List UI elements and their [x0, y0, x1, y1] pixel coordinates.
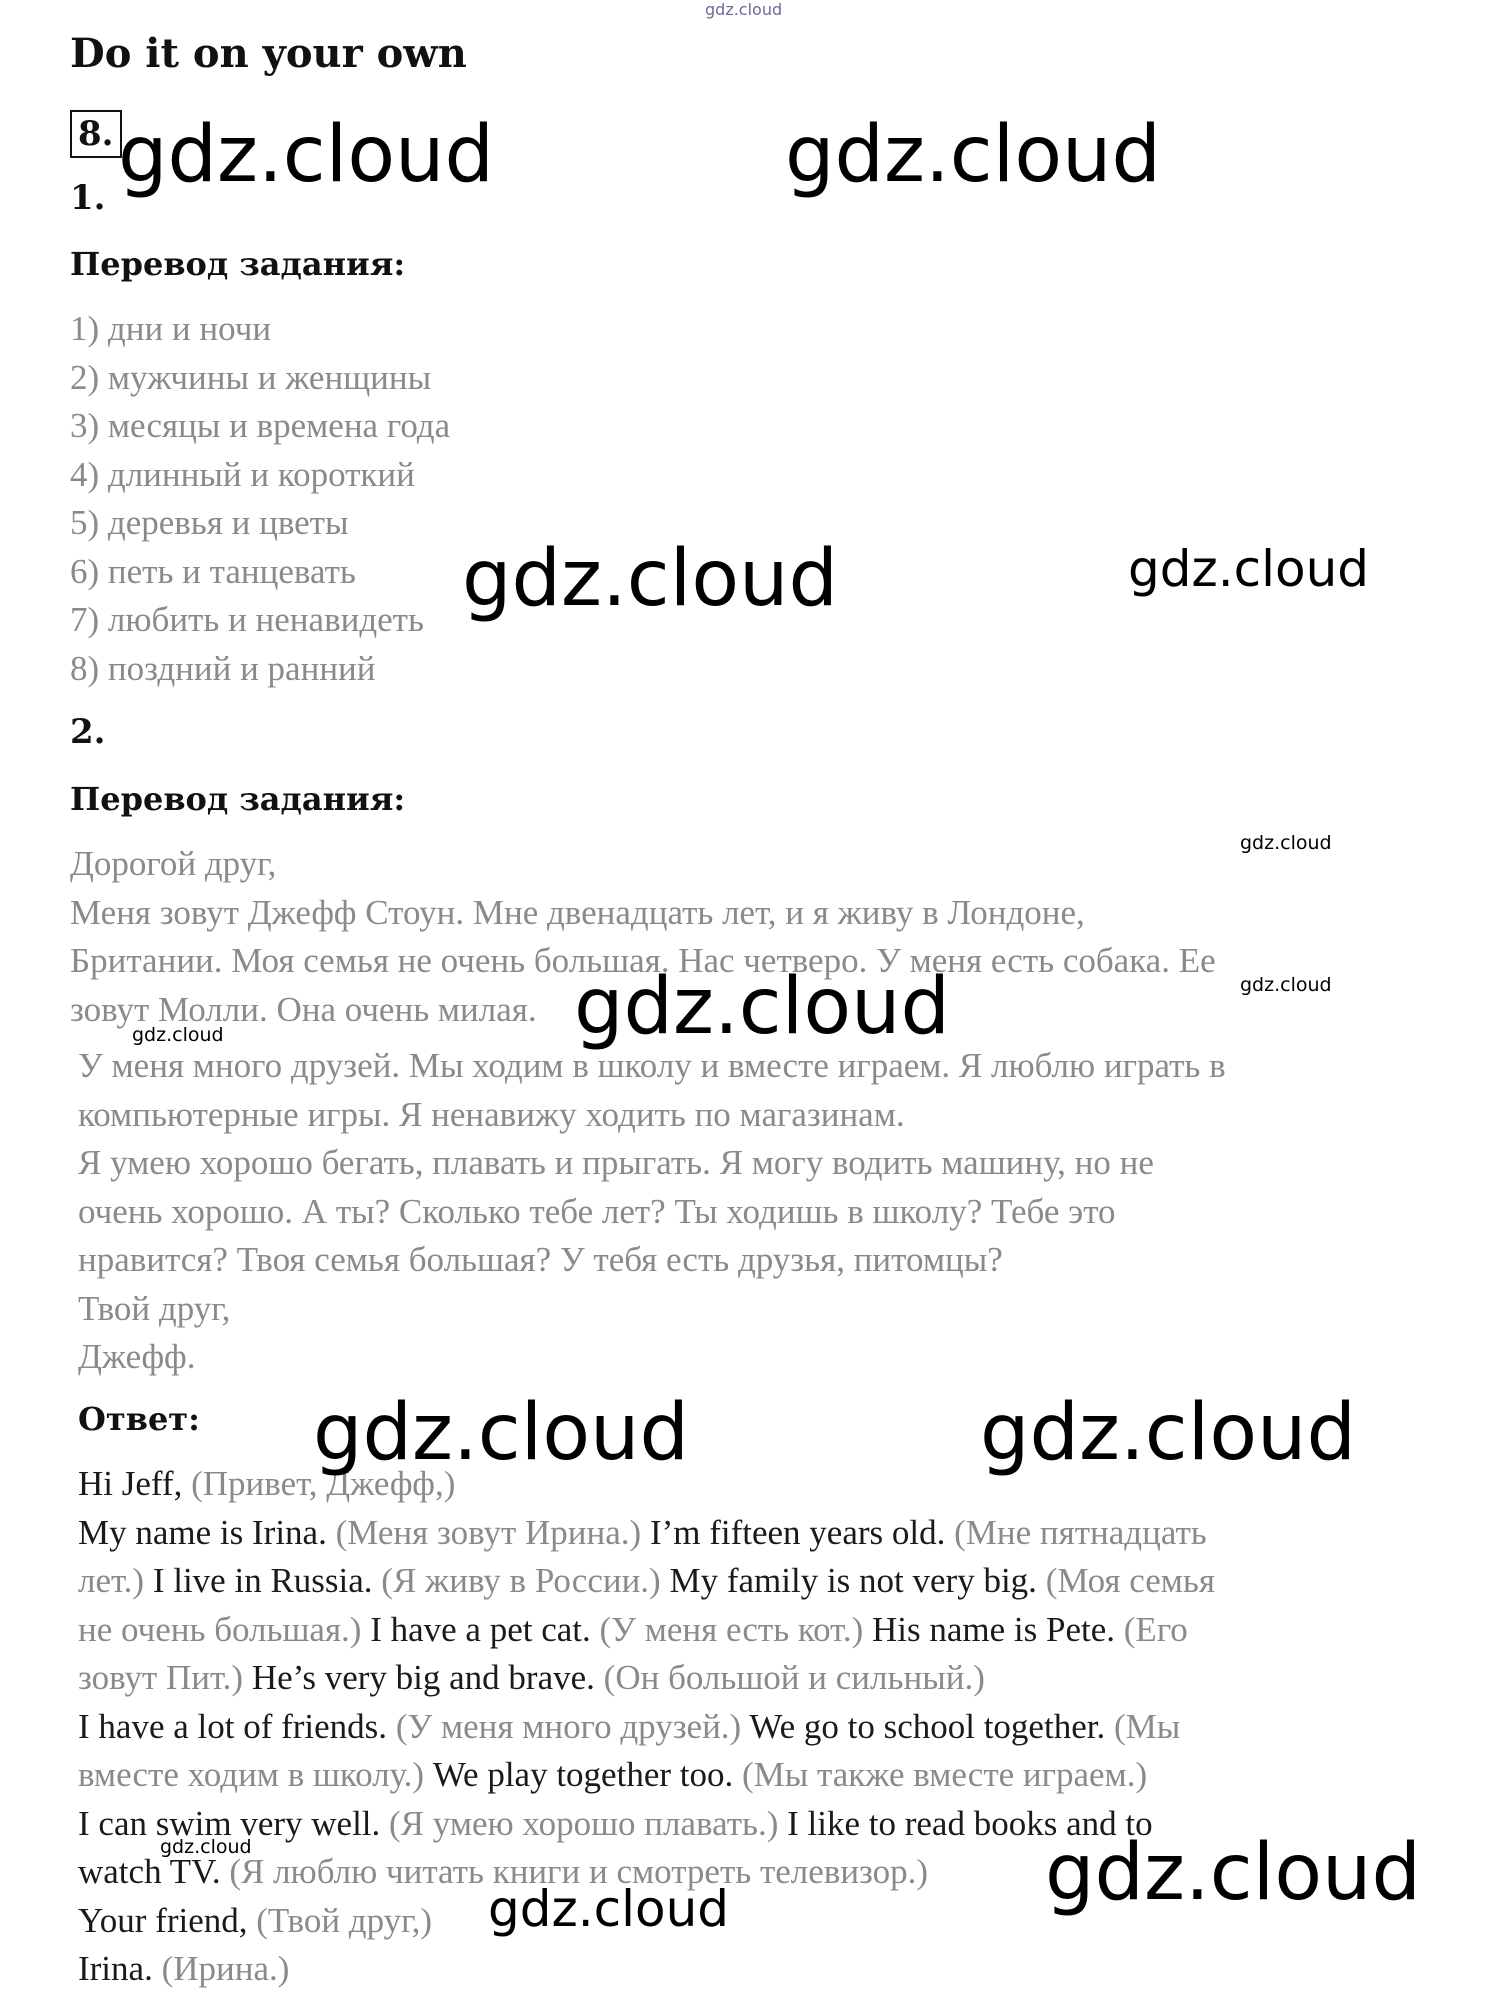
letter-line: Меня зовут Джефф Стоун. Мне двенадцать лет, и я живу в Лондоне,	[70, 892, 1085, 932]
answer-label: Ответ:	[78, 1400, 200, 1438]
list-item: 1) дни и ночи	[70, 309, 272, 348]
watermark: gdz.cloud	[488, 1880, 730, 1938]
answer-russian: (Привет, Джефф,)	[182, 1464, 456, 1503]
answer-russian: вместе ходим в школу.)	[78, 1755, 425, 1794]
answer-russian: (Я живу в России.)	[372, 1561, 661, 1600]
answer-line	[78, 1654, 1398, 1703]
answer-english: He’s very big and brave.	[243, 1658, 595, 1697]
part2-label: Перевод задания:	[70, 780, 406, 818]
letter-line: Твой друг,	[78, 1288, 231, 1328]
part1-number: 1.	[70, 178, 106, 218]
letter-line: У меня много друзей. Мы ходим в школу и вместе играем. Я люблю играть в	[78, 1046, 1226, 1085]
task-number-box: 8.	[70, 110, 122, 158]
answer-english: I have a lot of friends.	[78, 1706, 388, 1746]
answer-line	[78, 1509, 1398, 1558]
list-item: 6) петь и танцевать	[70, 551, 356, 591]
answer-russian: (Я умею хорошо плавать.)	[380, 1803, 779, 1843]
watermark: gdz.cloud	[1240, 974, 1332, 996]
letter-line: Я умею хорошо бегать, плавать и прыгать. Я могу водить машину, но не	[78, 1143, 1154, 1182]
watermark: gdz.cloud	[1128, 540, 1370, 598]
answer-russian: лет.)	[78, 1561, 145, 1600]
answer-english: Irina.	[78, 1949, 153, 1988]
watermark-top: gdz.cloud	[705, 0, 783, 19]
letter-line: нравится? Твоя семья большая? У тебя есть друзья, питомцы?	[78, 1240, 1003, 1279]
part1-label: Перевод задания:	[70, 245, 406, 283]
answer-english: My family is not very big.	[660, 1561, 1037, 1600]
watermark: gdz.cloud	[118, 110, 494, 200]
answer-english: I live in Russia.	[144, 1561, 373, 1600]
answer-english: I like to read books and to	[778, 1803, 1153, 1843]
letter-line: Джефф.	[78, 1337, 196, 1376]
answer-russian: (Меня зовут Ирина.)	[326, 1512, 642, 1552]
answer-english: Hi Jeff,	[78, 1464, 183, 1503]
list-item: 2) мужчины и женщины	[70, 357, 432, 397]
watermark: gdz.cloud	[313, 1388, 689, 1478]
page-heading: Do it on your own	[70, 30, 467, 77]
answer-english: watch TV.	[78, 1852, 221, 1891]
list-item: 4) длинный и короткий	[70, 454, 415, 494]
list-item: 7) любить и ненавидеть	[70, 600, 424, 639]
watermark: gdz.cloud	[1240, 832, 1332, 854]
answer-english: Your friend,	[78, 1900, 248, 1940]
watermark: gdz.cloud	[1045, 1828, 1421, 1918]
answer-line	[78, 1945, 1398, 1994]
part1-translation-list	[70, 305, 450, 693]
answer-english: We play together too.	[424, 1755, 734, 1794]
answer-russian: (Его	[1115, 1609, 1188, 1649]
watermark: gdz.cloud	[160, 1836, 252, 1858]
list-item: 5) деревья и цветы	[70, 503, 349, 542]
answer-russian: (Твой друг,)	[247, 1900, 432, 1940]
list-item: 3) месяцы и времена года	[70, 406, 451, 445]
watermark: gdz.cloud	[132, 1024, 224, 1046]
answer-english: We go to school together.	[741, 1706, 1106, 1746]
answer-english: His name is Pete.	[863, 1609, 1116, 1649]
answer-russian: (Я люблю читать книги и смотреть телевизор.)	[220, 1852, 929, 1891]
letter-line: очень хорошо. А ты? Сколько тебе лет? Ты ходишь в школу? Тебе это	[78, 1191, 1116, 1231]
answer-russian: (Моя семья	[1036, 1561, 1215, 1600]
answer-russian: (У меня много друзей.)	[387, 1706, 742, 1746]
watermark: gdz.cloud	[574, 962, 950, 1052]
watermark: gdz.cloud	[980, 1388, 1356, 1478]
letter-translation-b	[78, 1042, 1408, 1382]
answer-line	[78, 1703, 1398, 1752]
answer-english: My name is Irina.	[78, 1512, 327, 1552]
answer-russian: не очень большая.)	[78, 1609, 362, 1649]
answer-russian: (Он большой и сильный.)	[594, 1658, 985, 1697]
letter-line: зовут Молли. Она очень милая.	[70, 989, 537, 1029]
letter-line: Британии. Моя семья не очень большая. Нас четверо. У меня есть собака. Ее	[70, 941, 1216, 980]
answer-russian: зовут Пит.)	[78, 1658, 244, 1697]
answer-russian: (Мы	[1105, 1706, 1181, 1746]
part2-number: 2.	[70, 712, 106, 752]
answer-line	[78, 1606, 1398, 1655]
list-item: 8) поздний и ранний	[70, 648, 376, 688]
answer-russian: (Ирина.)	[152, 1949, 290, 1988]
answer-russian: (У меня есть кот.)	[590, 1609, 864, 1649]
answer-english: I have a pet cat.	[361, 1609, 591, 1649]
answer-english: I can swim very well.	[78, 1803, 381, 1843]
answer-english: I’m fifteen years old.	[641, 1512, 946, 1552]
letter-line: компьютерные игры. Я ненавижу ходить по магазинам.	[78, 1094, 905, 1134]
watermark: gdz.cloud	[785, 110, 1161, 200]
answer-russian: (Мы также вместе играем.)	[733, 1755, 1148, 1794]
answer-line	[78, 1557, 1398, 1606]
watermark: gdz.cloud	[462, 534, 838, 624]
answer-line	[78, 1751, 1398, 1800]
letter-line: Дорогой друг,	[70, 844, 277, 883]
answer-russian: (Мне пятнадцать	[945, 1512, 1207, 1552]
